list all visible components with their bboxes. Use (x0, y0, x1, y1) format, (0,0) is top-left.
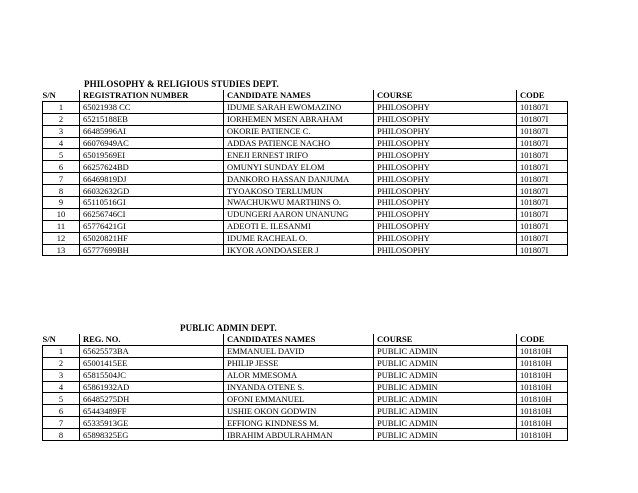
table-row (43, 232, 568, 244)
cell-sn: 3 (43, 125, 80, 137)
table-row (43, 149, 568, 161)
cell-course: PUBLIC ADMIN (374, 417, 517, 429)
cell-code: 101807I (517, 149, 568, 161)
cell-sn: 5 (43, 393, 80, 405)
cell-sn: 12 (43, 232, 80, 244)
table-row (43, 113, 568, 125)
cell-candidate-name: TYOAKOSO TERLUMUN (224, 185, 374, 197)
column-header-course: COURSE (374, 90, 517, 101)
column-header-code: CODE (517, 334, 568, 345)
cell-candidate-name: ADEOTI E. ILESANMI (224, 220, 374, 232)
table-row (43, 125, 568, 137)
cell-candidate-name: EFFIONG KINDNESS M. (224, 417, 374, 429)
cell-candidate-name: IORHEMEN MSEN ABRAHAM (224, 113, 374, 125)
cell-reg-no: 65898325EG (80, 429, 224, 441)
table-header-row (43, 334, 568, 345)
column-header-code: CODE (517, 90, 568, 101)
cell-course: PHILOSOPHY (374, 149, 517, 161)
cell-course: PHILOSOPHY (374, 185, 517, 197)
cell-reg-no: 66485275DH (80, 393, 224, 405)
cell-code: 101810H (517, 393, 568, 405)
cell-code: 101807I (517, 173, 568, 185)
cell-course: PUBLIC ADMIN (374, 429, 517, 441)
column-header-candidate-name: CANDIDATE NAMES (224, 90, 374, 101)
cell-reg-no: 65215188EB (80, 113, 224, 125)
table-row (43, 208, 568, 220)
table-row (43, 357, 568, 369)
cell-course: PHILOSOPHY (374, 220, 517, 232)
cell-course: PHILOSOPHY (374, 232, 517, 244)
cell-code: 101807I (517, 113, 568, 125)
cell-course: PHILOSOPHY (374, 208, 517, 220)
cell-sn: 7 (43, 173, 80, 185)
cell-code: 101807I (517, 197, 568, 209)
cell-candidate-name: UDUNGERI AARON UNANUNG (224, 208, 374, 220)
cell-code: 101807I (517, 185, 568, 197)
cell-course: PHILOSOPHY (374, 197, 517, 209)
cell-code: 101807I (517, 137, 568, 149)
cell-code: 101810H (517, 357, 568, 369)
cell-sn: 1 (43, 345, 80, 357)
cell-code: 101807I (517, 125, 568, 137)
cell-sn: 5 (43, 149, 80, 161)
cell-reg-no: 65776421GI (80, 220, 224, 232)
cell-reg-no: 65861932AD (80, 381, 224, 393)
cell-reg-no: 65335913GE (80, 417, 224, 429)
column-header-course: COURSE (374, 334, 517, 345)
cell-code: 101807I (517, 244, 568, 256)
cell-sn: 8 (43, 429, 80, 441)
cell-reg-no: 65777699BH (80, 244, 224, 256)
cell-course: PHILOSOPHY (374, 244, 517, 256)
column-header-reg-no: REG. NO. (80, 334, 224, 345)
cell-reg-no: 65021938 CC (80, 101, 224, 113)
cell-sn: 9 (43, 197, 80, 209)
section-title-philosophy: PHILOSOPHY & RELIGIOUS STUDIES DEPT. (84, 79, 279, 89)
cell-candidate-name: ENEJI ERNEST IRIFO (224, 149, 374, 161)
table-row (43, 345, 568, 357)
table-row (43, 185, 568, 197)
cell-reg-no: 65625573BA (80, 345, 224, 357)
cell-sn: 3 (43, 369, 80, 381)
cell-candidate-name: OFONI EMMANUEL (224, 393, 374, 405)
cell-code: 101810H (517, 369, 568, 381)
cell-candidate-name: PHILIP JESSE (224, 357, 374, 369)
cell-code: 101807I (517, 161, 568, 173)
cell-sn: 6 (43, 405, 80, 417)
table-row (43, 417, 568, 429)
cell-reg-no: 66257624BD (80, 161, 224, 173)
cell-candidate-name: IDUME RACHEAL O. (224, 232, 374, 244)
cell-candidate-name: EMMANUEL DAVID (224, 345, 374, 357)
cell-course: PHILOSOPHY (374, 161, 517, 173)
cell-candidate-name: ALOR MMESOMA (224, 369, 374, 381)
table-row (43, 429, 568, 441)
philosophy-table (42, 90, 568, 256)
cell-code: 101810H (517, 381, 568, 393)
cell-code: 101807I (517, 220, 568, 232)
cell-course: PUBLIC ADMIN (374, 369, 517, 381)
cell-reg-no: 66485996AI (80, 125, 224, 137)
table-row (43, 393, 568, 405)
cell-candidate-name: NWACHUKWU MARTHINS O. (224, 197, 374, 209)
cell-reg-no: 66469819DJ (80, 173, 224, 185)
cell-candidate-name: IKYOR AONDOASEER J (224, 244, 374, 256)
cell-code: 101810H (517, 405, 568, 417)
section-title-public-admin: PUBLIC ADMIN DEPT. (180, 323, 277, 333)
cell-course: PHILOSOPHY (374, 137, 517, 149)
cell-candidate-name: DANKORO HASSAN DANJUMA (224, 173, 374, 185)
table-row (43, 405, 568, 417)
cell-candidate-name: USHIE OKON GODWIN (224, 405, 374, 417)
cell-reg-no: 66076949AC (80, 137, 224, 149)
table-row (43, 173, 568, 185)
cell-sn: 4 (43, 381, 80, 393)
public-admin-table (42, 334, 568, 441)
cell-sn: 10 (43, 208, 80, 220)
cell-reg-no: 65443489FF (80, 405, 224, 417)
cell-reg-no: 66256746CI (80, 208, 224, 220)
cell-sn: 6 (43, 161, 80, 173)
table-row (43, 197, 568, 209)
cell-sn: 2 (43, 113, 80, 125)
cell-reg-no: 65110516GI (80, 197, 224, 209)
cell-reg-no: 65815504JC (80, 369, 224, 381)
cell-code: 101807I (517, 101, 568, 113)
table-header-row (43, 90, 568, 101)
cell-course: PUBLIC ADMIN (374, 357, 517, 369)
cell-candidate-name: ADDAS PATIENCE NACHO (224, 137, 374, 149)
column-header-sn: S/N (43, 90, 80, 101)
cell-course: PUBLIC ADMIN (374, 393, 517, 405)
cell-sn: 11 (43, 220, 80, 232)
cell-sn: 7 (43, 417, 80, 429)
table-row (43, 369, 568, 381)
cell-reg-no: 65001415EE (80, 357, 224, 369)
cell-course: PHILOSOPHY (374, 101, 517, 113)
cell-reg-no: 65019569EI (80, 149, 224, 161)
table-row (43, 220, 568, 232)
cell-candidate-name: OKORIE PATIENCE C. (224, 125, 374, 137)
cell-code: 101807I (517, 208, 568, 220)
cell-course: PUBLIC ADMIN (374, 405, 517, 417)
table-row (43, 381, 568, 393)
table-row (43, 244, 568, 256)
cell-sn: 4 (43, 137, 80, 149)
cell-course: PUBLIC ADMIN (374, 345, 517, 357)
column-header-reg-no: REGISTRATION NUMBER (80, 90, 224, 101)
cell-code: 101807I (517, 232, 568, 244)
table-row (43, 161, 568, 173)
cell-course: PUBLIC ADMIN (374, 381, 517, 393)
table-row (43, 101, 568, 113)
cell-code: 101810H (517, 345, 568, 357)
cell-course: PHILOSOPHY (374, 125, 517, 137)
cell-code: 101810H (517, 429, 568, 441)
column-header-candidate-name: CANDIDATES NAMES (224, 334, 374, 345)
cell-candidate-name: IDUME SARAH EWOMAZINO (224, 101, 374, 113)
cell-candidate-name: OMUNYI SUNDAY ELOM (224, 161, 374, 173)
cell-code: 101810H (517, 417, 568, 429)
cell-course: PHILOSOPHY (374, 113, 517, 125)
cell-candidate-name: INYANDA OTENE S. (224, 381, 374, 393)
cell-sn: 13 (43, 244, 80, 256)
cell-candidate-name: IBRAHIM ABDULRAHMAN (224, 429, 374, 441)
cell-sn: 1 (43, 101, 80, 113)
cell-sn: 8 (43, 185, 80, 197)
table-row (43, 137, 568, 149)
cell-reg-no: 65020821HF (80, 232, 224, 244)
cell-sn: 2 (43, 357, 80, 369)
column-header-sn: S/N (43, 334, 80, 345)
cell-course: PHILOSOPHY (374, 173, 517, 185)
cell-reg-no: 66032632GD (80, 185, 224, 197)
